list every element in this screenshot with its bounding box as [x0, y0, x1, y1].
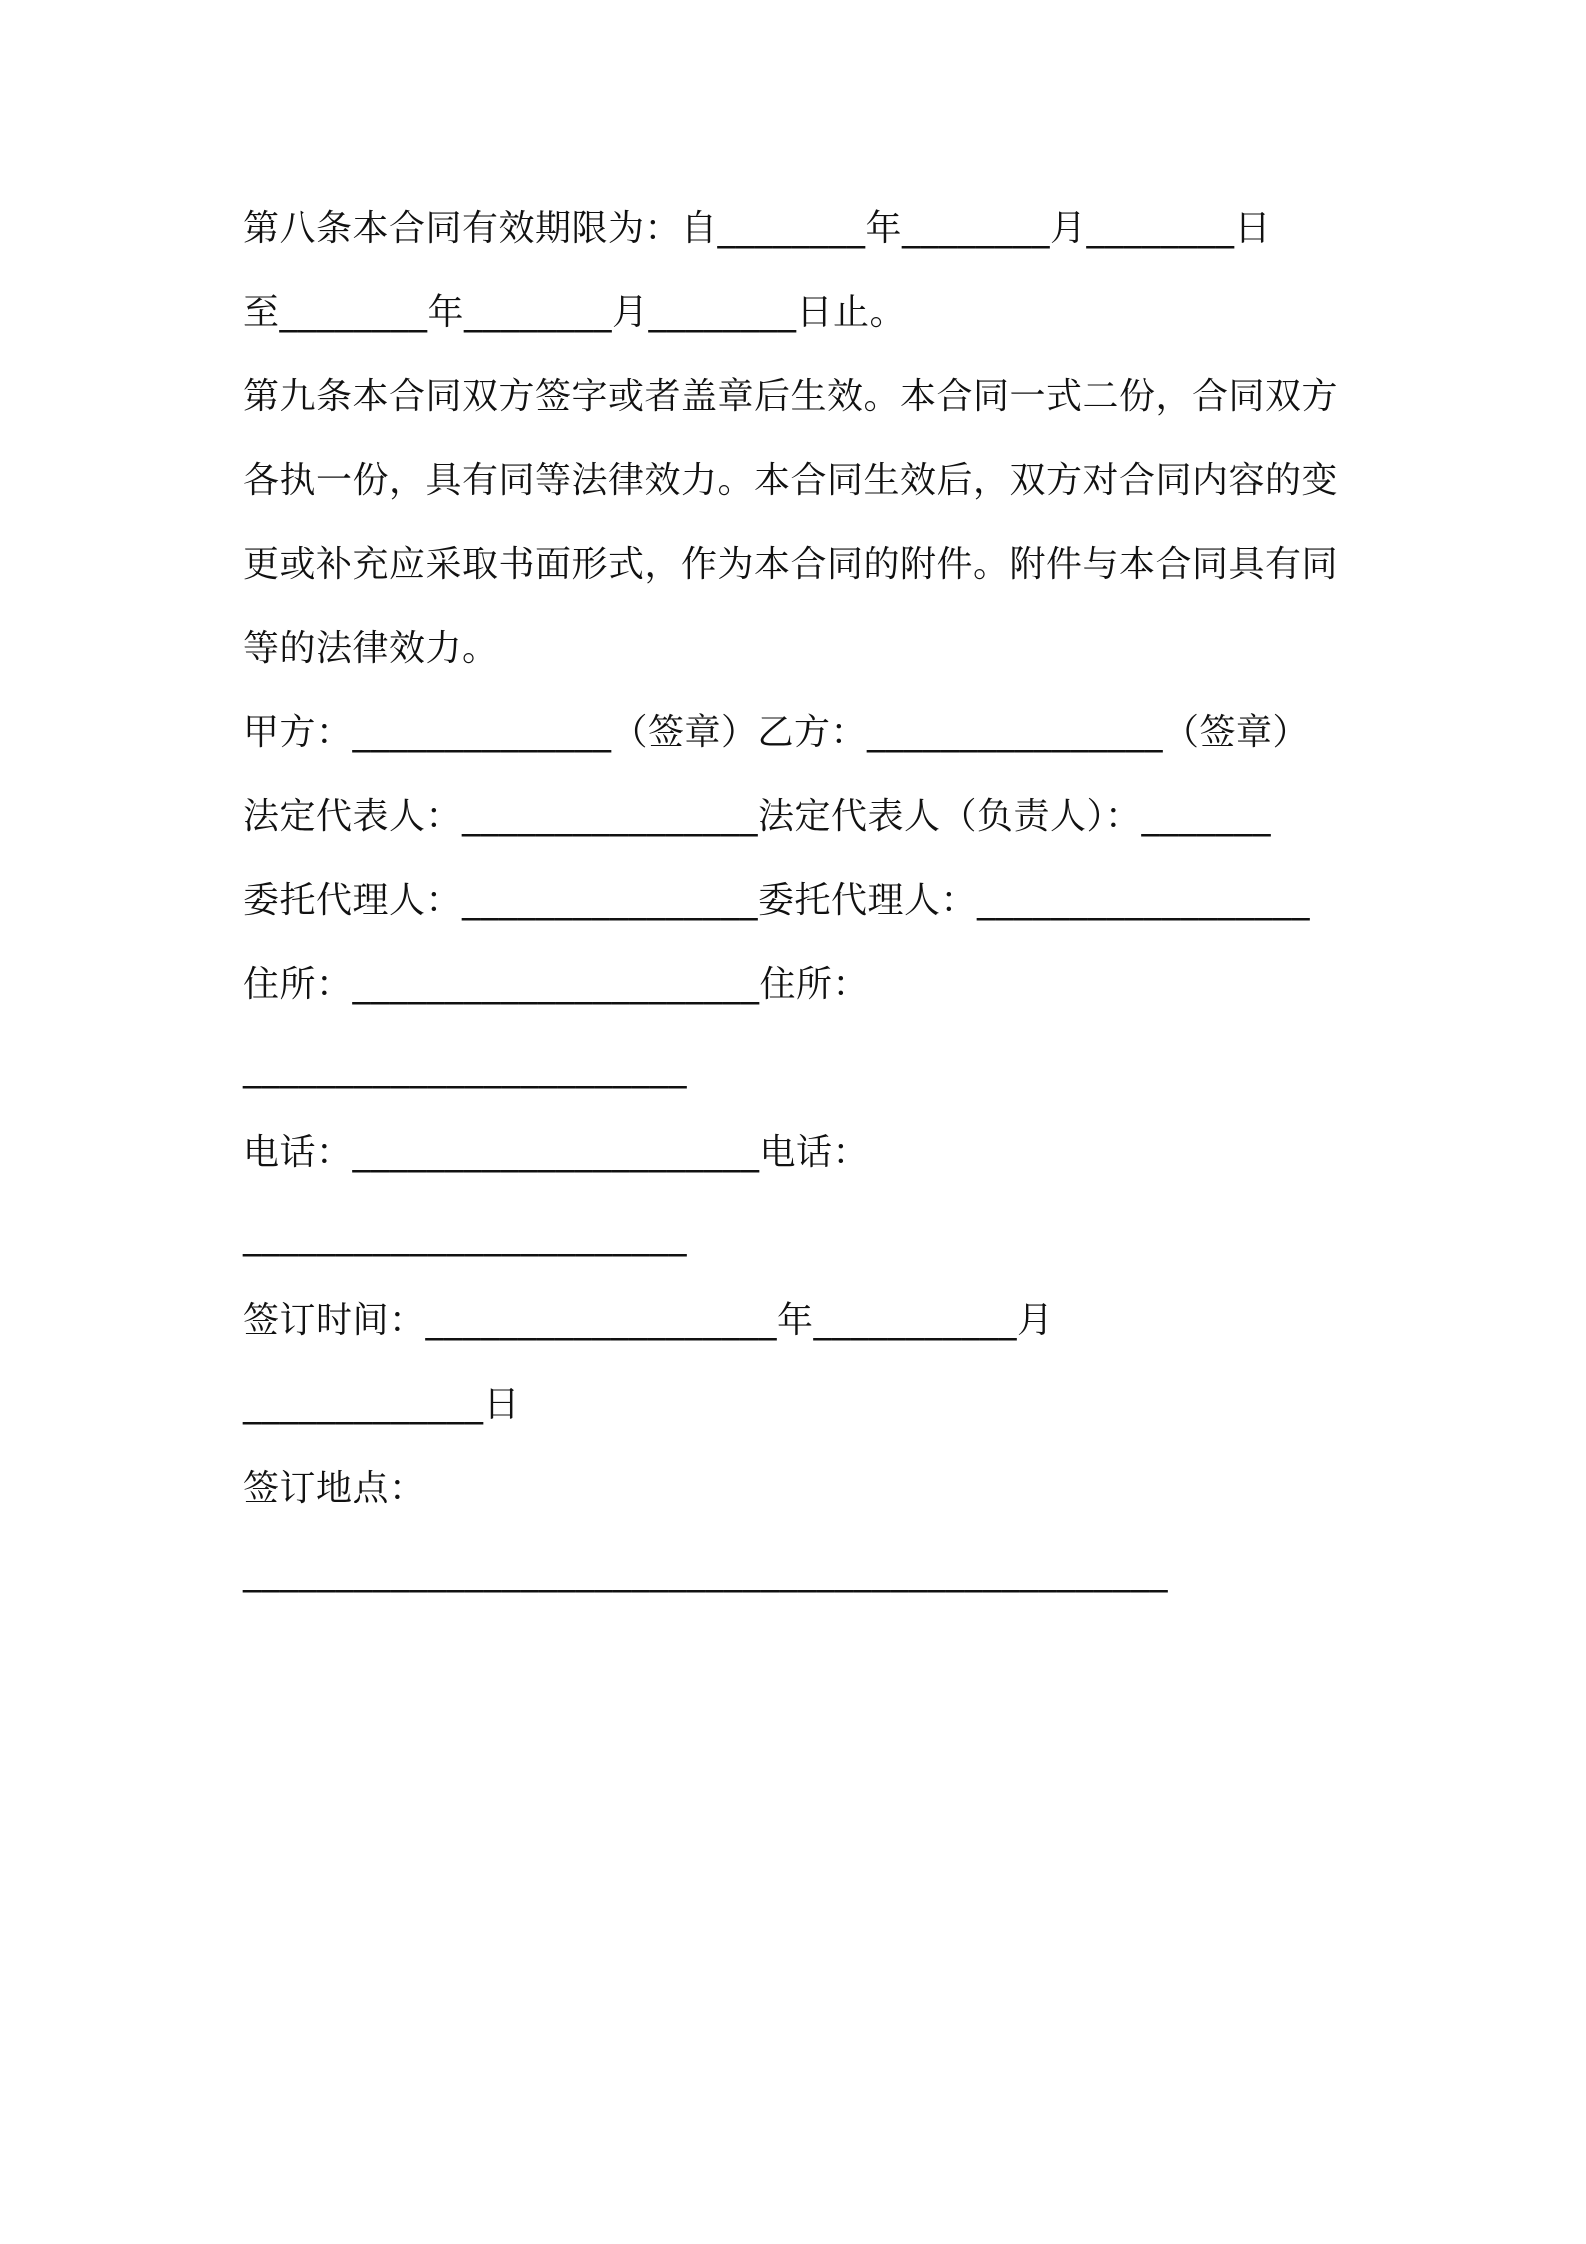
address-blank-line: ________________________: [243, 1048, 687, 1089]
signing-place-line: 签订地点：: [243, 1468, 426, 1509]
signing-place-blank-line: __________________________________________________: [243, 1552, 1168, 1593]
address-line: 住所：______________________住所：: [243, 964, 870, 1005]
party-signature-line: 甲方：______________（签章）乙方：________________（签章）: [243, 712, 1310, 753]
signing-date-line: 签订时间：___________________年___________月: [243, 1300, 1054, 1341]
article-9-line-4: 等的法律效力。: [243, 628, 499, 669]
legal-representative-line: 法定代表人：________________法定代表人（负责人）：_______: [243, 796, 1272, 837]
phone-blank-line: ________________________: [243, 1216, 687, 1257]
authorized-agent-line: 委托代理人：________________委托代理人：__________________: [243, 880, 1311, 921]
article-8-line-1: 第八条本合同有效期限为：自________年________月________日: [243, 208, 1272, 249]
signing-day-line: _____________日: [243, 1384, 520, 1425]
article-8-line-2: 至________年________月________日止。: [243, 292, 907, 333]
article-9-line-2: 各执一份，具有同等法律效力。本合同生效后，双方对合同内容的变: [243, 460, 1339, 501]
article-9-line-1: 第九条本合同双方签字或者盖章后生效。本合同一式二份，合同双方: [243, 376, 1339, 417]
article-9-line-3: 更或补充应采取书面形式，作为本合同的附件。附件与本合同具有同: [243, 544, 1339, 585]
phone-line: 电话：______________________电话：: [243, 1132, 870, 1173]
